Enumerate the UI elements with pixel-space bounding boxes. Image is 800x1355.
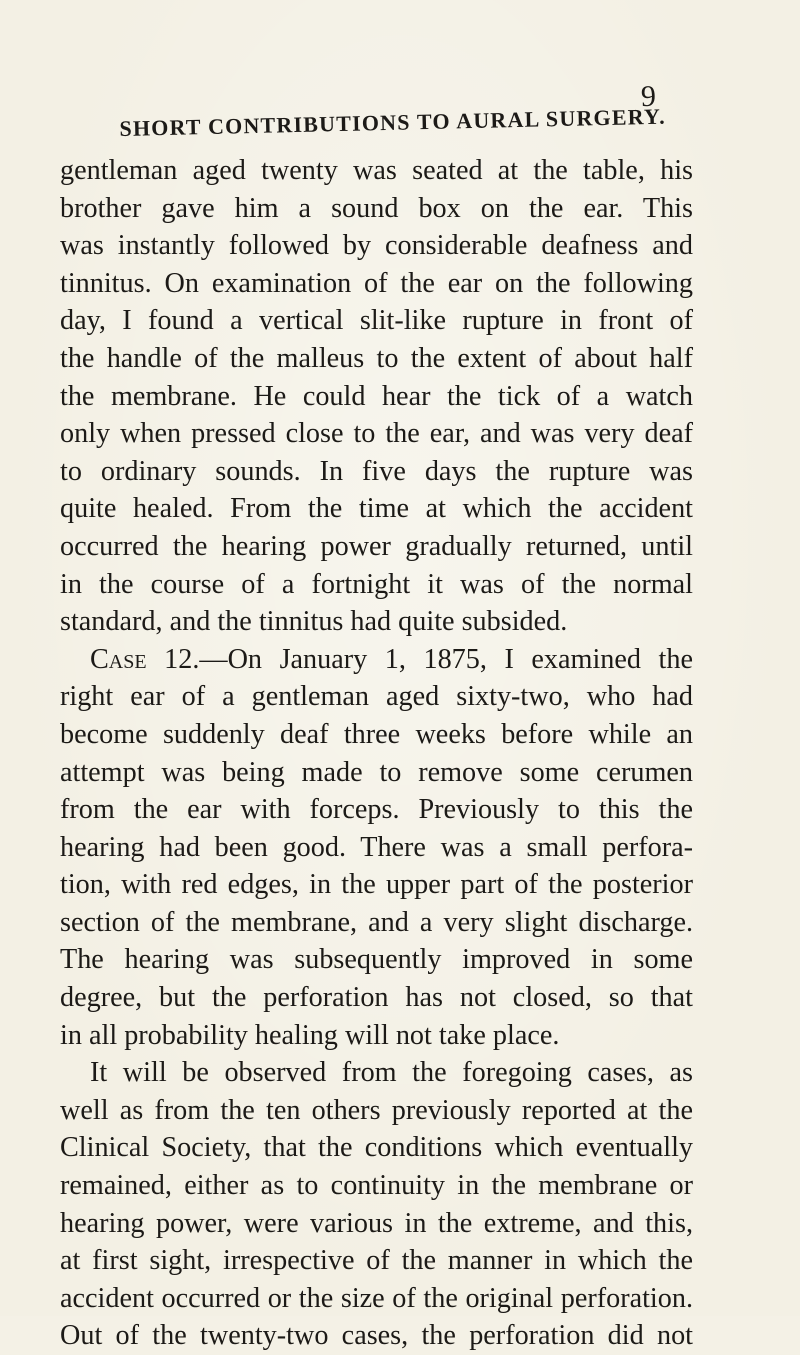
- case-label: Case: [90, 643, 147, 675]
- text-line: to ordinary sounds. In five days the rupture was: [60, 455, 693, 487]
- text-line: only when pressed close to the ear, and was very deaf: [60, 418, 693, 450]
- text-line: was instantly followed by considerable deafness and: [60, 230, 693, 262]
- text-line: hearing power, were various in the extreme, and this,: [60, 1207, 693, 1239]
- case-heading-line: [60, 641, 693, 679]
- text-line: occurred the hearing power gradually returned, until: [60, 530, 693, 562]
- text-line: It will be observed from the foregoing cases, as: [90, 1057, 693, 1089]
- body-text: [60, 152, 693, 1352]
- text-line: in all probability healing will not take place.: [60, 1019, 560, 1051]
- text-line: tinnitus. On examination of the ear on the following: [60, 267, 693, 299]
- text-line: standard, and the tinnitus had quite subsided.: [60, 606, 568, 638]
- text-line: day, I found a vertical slit-like rupture in front of: [60, 305, 693, 337]
- text-line: at first sight, irrespective of the manner in which the: [60, 1245, 693, 1277]
- text-line: right ear of a gentleman aged sixty-two, who had: [60, 681, 693, 713]
- text-line: Clinical Society, that the conditions which eventually: [60, 1132, 693, 1164]
- page-number: 9: [640, 79, 658, 114]
- running-head: [119, 79, 680, 150]
- text-line: section of the membrane, and a very slight discharge.: [60, 906, 693, 938]
- text-line: the handle of the malleus to the extent of about half: [60, 342, 693, 374]
- text-line: attempt was being made to remove some cerumen: [60, 756, 693, 788]
- text-line: the membrane. He could hear the tick of a watch: [60, 380, 693, 412]
- text-line: degree, but the perforation has not closed, so that: [60, 982, 693, 1014]
- text-line: Out of the twenty-two cases, the perforation did not: [60, 1320, 693, 1352]
- text-line: tion, with red edges, in the upper part of the posterior: [60, 869, 693, 901]
- text-line: brother gave him a sound box on the ear. This: [60, 192, 693, 224]
- text-line: hearing had been good. There was a small perfora-: [60, 831, 693, 863]
- text-line: quite healed. From the time at which the accident: [60, 493, 693, 525]
- running-title: SHORT CONTRIBUTIONS TO AURAL SURGERY.: [119, 103, 667, 142]
- case-line-text: 12.—On January 1, 1875, I examined the: [146, 643, 693, 675]
- text-line: The hearing was subsequently improved in some: [60, 944, 693, 976]
- text-line: from the ear with forceps. Previously to this the: [60, 794, 693, 826]
- text-line: accident occurred or the size of the original perforation.: [60, 1282, 693, 1314]
- text-line: well as from the ten others previously reported at the: [60, 1094, 693, 1126]
- text-line: in the course of a fortnight it was of the normal: [60, 568, 693, 600]
- text-line: become suddenly deaf three weeks before while an: [60, 718, 693, 750]
- text-line: gentleman aged twenty was seated at the table, his: [60, 155, 693, 186]
- text-line: remained, either as to continuity in the membrane or: [60, 1170, 693, 1202]
